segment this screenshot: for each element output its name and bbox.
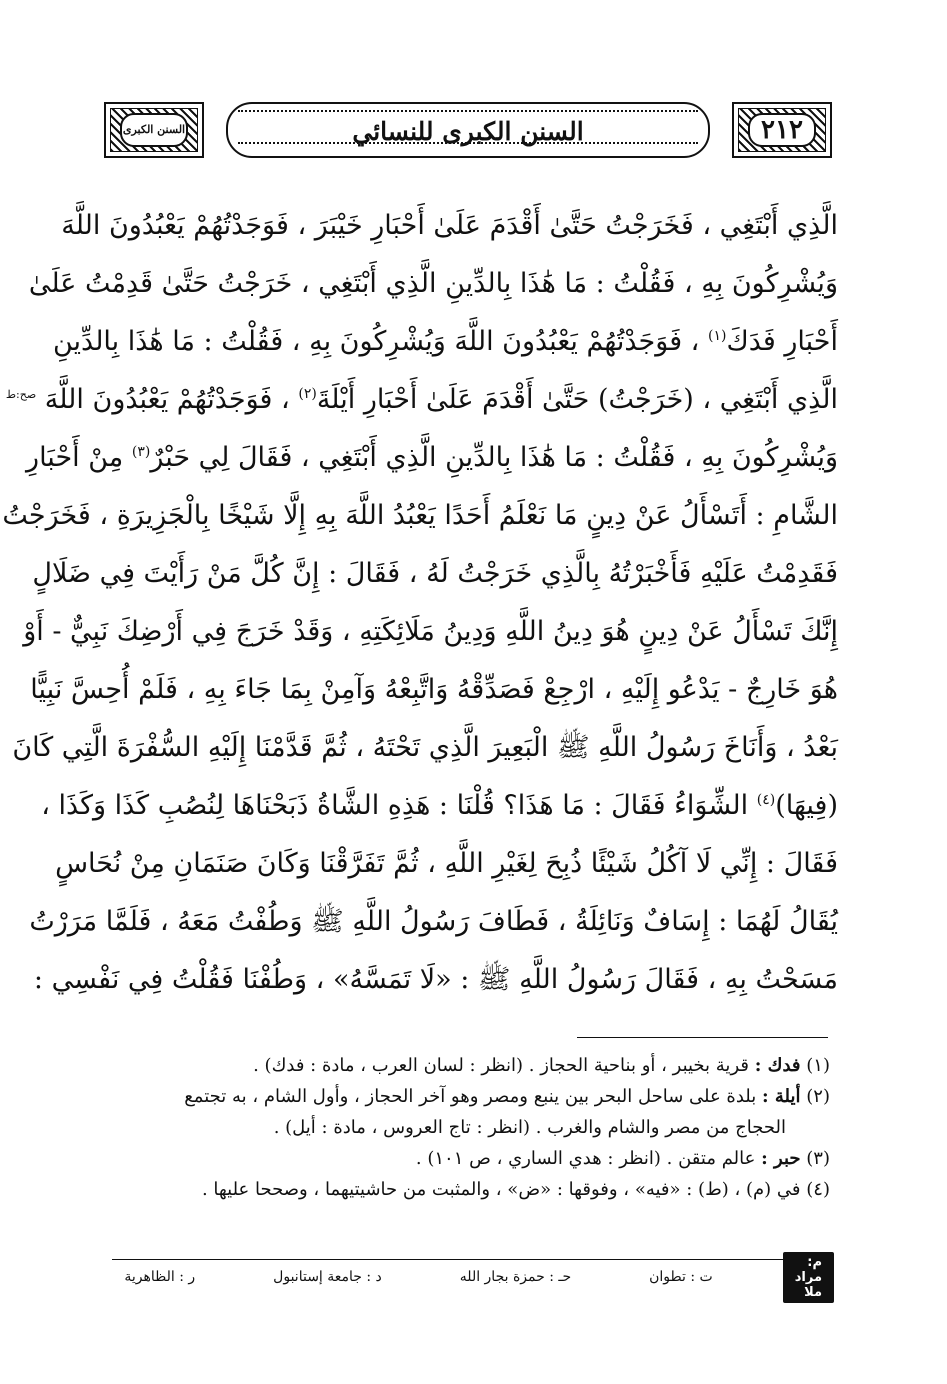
text-line: مَسَحْتُ بِهِ ، فَقَالَ رَسُولُ اللَّهِ ﷺ : «لَا تَمَسَّهُ» ، وَطُفْنَا فَقُلْتُ فِي نَفْسِي : — [33, 964, 838, 995]
page-number: ٢١٢ — [761, 115, 803, 145]
footnote-marker: (٢) — [298, 386, 317, 402]
footnote-marker: (٤) — [756, 792, 776, 808]
manuscript-sources-bar — [112, 1254, 834, 1300]
text-line: الَّذِي أَبْتَغِي ، (خَرَجْتُ) حَتَّىٰ أَقْدَمَ عَلَىٰ أَحْبَارِ أَيْلَةَ$^{(٢)}$ ، فَوَجَدْتُهُمْ يَعْبُدُونَ اللَّهَ $^{صح:ط}$ — [5, 384, 838, 415]
footnote-marker: (٣) — [131, 444, 151, 460]
text-line: فَقَدِمْتُ عَلَيْهِ فَأَخْبَرْتُهُ بِالَّذِي خَرَجْتُ لَهُ ، فَقَالَ : إِنَّ كُلَّ مَنْ رَأَيْتَ فِي ضَلَالٍ — [32, 558, 838, 589]
source-badge: م: مراد ملا — [783, 1252, 834, 1303]
text-line: فَقَالَ : إِنِّي لَا آكُلُ شَيْئًا ذُبِحَ لِغَيْرِ اللَّهِ ، ثُمَّ تَفَرَّقْنَا وَكَانَ صَنَمَانِ مِنْ نُحَاسٍ — [55, 848, 838, 879]
text-line: هُوَ خَارِجٌ - يَدْعُو إِلَيْهِ ، ارْجِعْ فَصَدِّقْهُ وَاتَّبِعْهُ وَآمِنْ بِمَا جَاءَ بِهِ ، فَلَمْ أُحِسَّ نَبِيًّا — [30, 674, 838, 705]
text-line: وَيُشْرِكُونَ بِهِ ، فَقُلْتُ : مَا هَٰذَا بِالدِّينِ الَّذِي أَبْتَغِي ، خَرَجْتُ حَتَّىٰ قَدِمْتُ عَلَىٰ — [28, 268, 838, 299]
sources-separator — [112, 1259, 834, 1260]
page-header — [104, 102, 832, 160]
source-item: ت : تطوان — [649, 1269, 713, 1285]
footnote-3: (٣) حبر : عالم متقن . (انظر : هدي الساري ، ص ١٠١) . — [415, 1148, 830, 1169]
text-line: إِنَّكَ تَسْأَلُ عَنْ دِينٍ هُوَ دِينُ اللَّهِ وَدِينُ مَلَائِكَتِهِ ، وَقَدْ خَرَجَ فِي أَرْضِكَ نَبِيٌّ - أَوْ — [23, 616, 838, 647]
footnotes — [118, 1050, 830, 1205]
text-line: الَّذِي أَبْتَغِي ، فَخَرَجْتُ حَتَّىٰ أَقْدَمَ عَلَىٰ أَحْبَارِ خَيْبَرَ ، فَوَجَدْتُهُمْ يَعْبُدُونَ اللَّهَ — [61, 210, 838, 241]
ornament-dots-bottom — [238, 142, 698, 150]
footnote-2: (٢) أيلة : بلدة على ساحل البحر بين ينبع ومصر وهو آخر الحجاز ، وأول الشام ، به تجتمع — [184, 1086, 830, 1107]
correction-mark: صح:ط — [5, 388, 37, 401]
footnote-2-continued: الحجاج من مصر والشام والغرب . (انظر : تاج العروس ، مادة : أيل) . — [273, 1117, 786, 1138]
running-title: السنن الكبرى للنسائي — [352, 117, 584, 146]
footnote-1: (١) فدك : قرية بخيبر ، أو بناحية الحجاز . (انظر : لسان العرب ، مادة : فدك) . — [253, 1055, 830, 1076]
logo-frame — [104, 102, 204, 158]
text-line: يُقَالُ لَهُمَا : إِسَافٌ وَنَائِلَةُ ، فَطَافَ رَسُولُ اللَّهِ ﷺ وَطُفْتُ مَعَهُ ، فَلَمَّا مَرَرْتُ — [29, 906, 838, 937]
footnote-marker: (١) — [708, 328, 727, 344]
text-line: (فِيهَا)$^{(٤)}$ الشِّوَاءُ فَقَالَ : مَا هَذَا؟ قُلْنَا : هَذِهِ الشَّاةُ ذَبَحْنَاهَا لِنُصُبِ كَذَا وَكَذَا ، — [41, 790, 838, 821]
text-line: بَعْدُ ، وَأَنَاخَ رَسُولُ اللَّهِ ﷺ الْبَعِيرَ الَّذِي تَحْتَهُ ، ثُمَّ قَدَّمْنَا إِلَيْهِ السُّفْرَةَ الَّتِي كَانَ — [12, 732, 838, 763]
footnote-4: (٤) في (م) ، (ط) : «فيه» ، وفوقها : «ض» ، والمثبت من حاشيتيهما ، وصححا عليها . — [201, 1179, 830, 1200]
text-line: أَحْبَارِ فَدَكَ$^{(١)}$ ، فَوَجَدْتُهُمْ يَعْبُدُونَ اللَّهَ وَيُشْرِكُونَ بِهِ ، فَقُلْتُ : مَا هَٰذَا بِالدِّينِ — [52, 326, 838, 357]
text-line: وَيُشْرِكُونَ بِهِ ، فَقُلْتُ : مَا هَٰذَا بِالدِّينِ الَّذِي أَبْتَغِي ، فَقَالَ لِي حَبْرٌ$^{(٣)}$ مِنْ أَحْبَارِ — [26, 442, 838, 473]
page-number-frame — [732, 102, 832, 158]
source-item: حـ : حمزة بجار الله — [459, 1269, 572, 1285]
text-line: الشَّامِ : أَتَسْأَلُ عَنْ دِينٍ مَا نَعْلَمُ أَحَدًا يَعْبُدُ اللَّهَ بِهِ إِلَّا شَيْخًا بِالْجَزِيرَةِ ، فَخَرَجْتُ — [2, 500, 838, 531]
source-item: ر : الظاهرية — [124, 1269, 196, 1285]
footnote-separator — [577, 1037, 828, 1038]
source-item: د : جامعة إستانبول — [273, 1269, 382, 1285]
logo-calligraphy: السنن الكبرى — [122, 123, 186, 136]
title-cartouche — [226, 102, 710, 158]
book-logo — [120, 113, 188, 147]
page-number-box — [748, 113, 816, 147]
main-text — [2, 197, 838, 1009]
